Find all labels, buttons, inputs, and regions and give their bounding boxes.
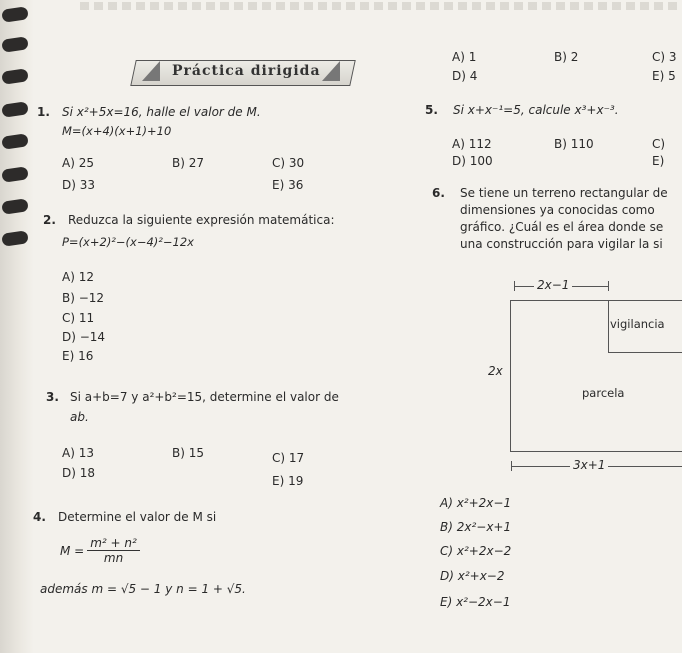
q2-number: 2.: [43, 213, 56, 227]
q6-option-c: C) x²+2x−2: [440, 544, 512, 558]
q4-numerator: m² + n²: [87, 536, 140, 551]
q1-option-a: A) 25: [62, 156, 94, 170]
q1-text: Si x²+5x=16, halle el valor de M.: [62, 105, 261, 119]
q4-formula: [60, 536, 143, 565]
q2-text: Reduzca la siguiente expresión matemática:: [68, 213, 335, 227]
prev-option-c: C) 3: [652, 50, 677, 64]
bottom-dimension-tick: [511, 461, 512, 471]
q4-m-label: M =: [60, 543, 85, 558]
q3-text-continued: ab.: [70, 410, 89, 424]
q1-option-b: B) 27: [172, 156, 204, 170]
q1-formula: M=(x+4)(x+1)+10: [62, 124, 172, 138]
q4-text: Determine el valor de M si: [58, 510, 217, 524]
q6-line2: dimensiones ya conocidas como: [460, 203, 655, 217]
prev-option-b: B) 2: [554, 50, 579, 64]
q3-option-d: D) 18: [62, 466, 96, 480]
q1-option-e: E) 36: [272, 178, 304, 192]
prev-option-a: A) 1: [452, 50, 477, 64]
q5-option-d: D) 100: [452, 154, 493, 168]
q4-fraction: [87, 536, 140, 565]
left-dimension-label: 2x: [488, 364, 503, 378]
q6-line1: Se tiene un terreno rectangular de: [460, 186, 668, 200]
q4-denominator: mn: [103, 551, 124, 565]
top-dimension-label: 2x−1: [534, 278, 572, 292]
q3-option-c: C) 17: [272, 451, 305, 465]
prev-option-e: E) 5: [652, 69, 676, 83]
q2-formula: P=(x+2)²−(x−4)²−12x: [62, 235, 194, 249]
q3-option-b: B) 15: [172, 446, 204, 460]
top-dimension-tick: [608, 281, 609, 291]
q6-option-a: A) x²+2x−1: [440, 496, 512, 510]
parcela-label: parcela: [582, 386, 625, 400]
q6-number: 6.: [432, 186, 445, 200]
q6-option-d: D) x²+x−2: [440, 569, 505, 583]
q4-extra: además m = √5 − 1 y n = 1 + √5.: [40, 582, 246, 596]
q3-option-a: A) 13: [62, 446, 94, 460]
q6-line4: una construcción para vigilar la si: [460, 237, 663, 251]
q3-number: 3.: [46, 390, 59, 404]
q3-text: Si a+b=7 y a²+b²=15, determine el valor de: [70, 390, 339, 404]
q1-option-c: C) 30: [272, 156, 305, 170]
q2-option-e: E) 16: [62, 349, 94, 363]
prev-option-d: D) 4: [452, 69, 478, 83]
q5-text: Si x+x⁻¹=5, calcule x³+x⁻³.: [453, 103, 619, 117]
q5-option-e: E): [652, 154, 665, 168]
q2-option-c: C) 11: [62, 311, 95, 325]
q5-number: 5.: [425, 103, 438, 117]
q6-option-e: E) x²−2x−1: [440, 595, 511, 609]
binding-spine: [0, 0, 34, 653]
q4-number: 4.: [33, 510, 46, 524]
q6-option-b: B) 2x²−x+1: [440, 520, 512, 534]
q1-option-d: D) 33: [62, 178, 96, 192]
q5-option-c: C): [652, 137, 666, 151]
faded-header-text: [80, 2, 682, 10]
q2-option-a: A) 12: [62, 270, 94, 284]
q6-line3: gráfico. ¿Cuál es el área donde se: [460, 220, 664, 234]
q3-option-e: E) 19: [272, 474, 304, 488]
q5-option-b: B) 110: [554, 137, 594, 151]
q5-option-a: A) 112: [452, 137, 492, 151]
top-dimension-tick: [514, 281, 515, 291]
q1-number: 1.: [37, 105, 50, 119]
page-title: Práctica dirigida: [172, 63, 321, 79]
q2-option-d: D) −14: [62, 330, 106, 344]
bottom-dimension-label: 3x+1: [570, 458, 608, 472]
q2-option-b: B) −12: [62, 291, 105, 305]
vigilancia-label: vigilancia: [610, 317, 665, 331]
